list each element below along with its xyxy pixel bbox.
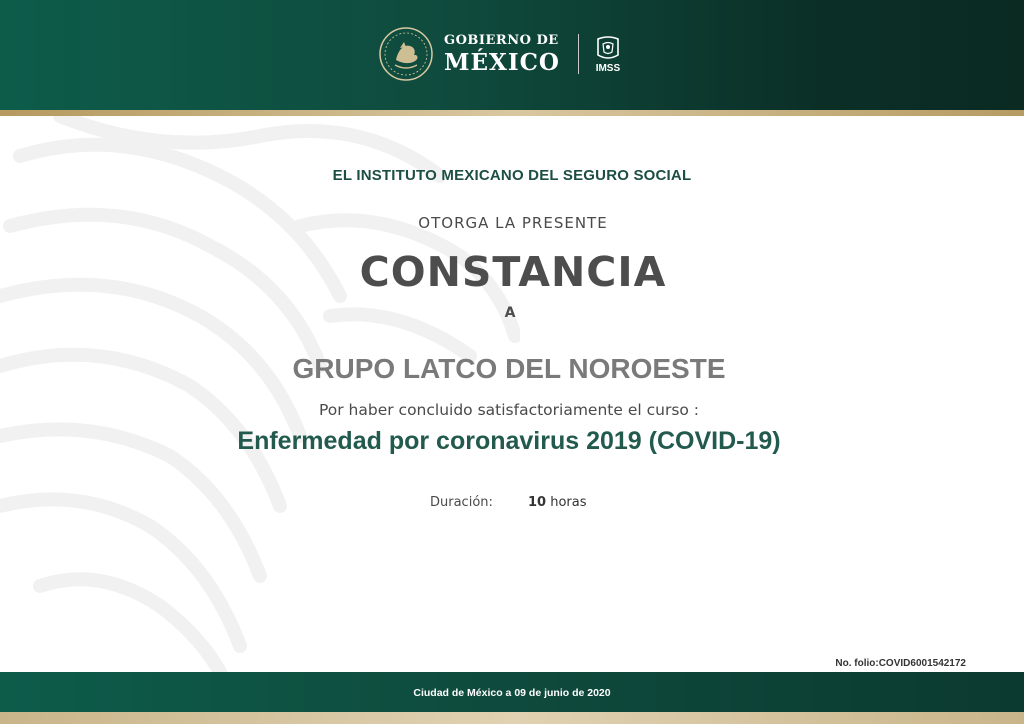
gobierno-de-mexico-wordmark xyxy=(444,34,560,74)
duration-unit: horas xyxy=(550,495,587,510)
duration-label: Duración: xyxy=(430,495,493,510)
gobierno-de-text: GOBIERNO DE xyxy=(444,33,559,48)
logo-divider xyxy=(578,34,579,74)
duration-value-group xyxy=(528,495,587,510)
imss-logo xyxy=(595,35,621,74)
duration-value: 10 xyxy=(528,495,547,510)
otorga-text: OTORGA LA PRESENTE xyxy=(418,214,608,232)
mexico-coat-of-arms-icon xyxy=(378,26,434,82)
completion-statement: Por haber concluido satisfactoriamente el curso : xyxy=(318,401,700,419)
issue-place-date: Ciudad de México a 09 de junio de 2020 xyxy=(413,687,611,699)
footer-gold-band xyxy=(0,712,1024,724)
header-logos xyxy=(378,26,621,82)
certificate-title: CONSTANCIA xyxy=(359,248,667,296)
eagle-watermark-icon xyxy=(0,116,520,672)
imss-text: IMSS xyxy=(595,62,621,74)
header-bar xyxy=(0,0,1024,110)
course-name: Enfermedad por coronavirus 2019 (COVID-19) xyxy=(237,427,781,455)
institute-name: EL INSTITUTO MEXICANO DEL SEGURO SOCIAL xyxy=(332,167,692,184)
folio-number: No. folio:COVID6001542172 xyxy=(835,658,966,669)
recipient-name: GRUPO LATCO DEL NOROESTE xyxy=(292,353,726,384)
a-connector: A xyxy=(504,305,516,321)
imss-logo-icon xyxy=(595,35,621,61)
mexico-text: MÉXICO xyxy=(444,49,560,76)
